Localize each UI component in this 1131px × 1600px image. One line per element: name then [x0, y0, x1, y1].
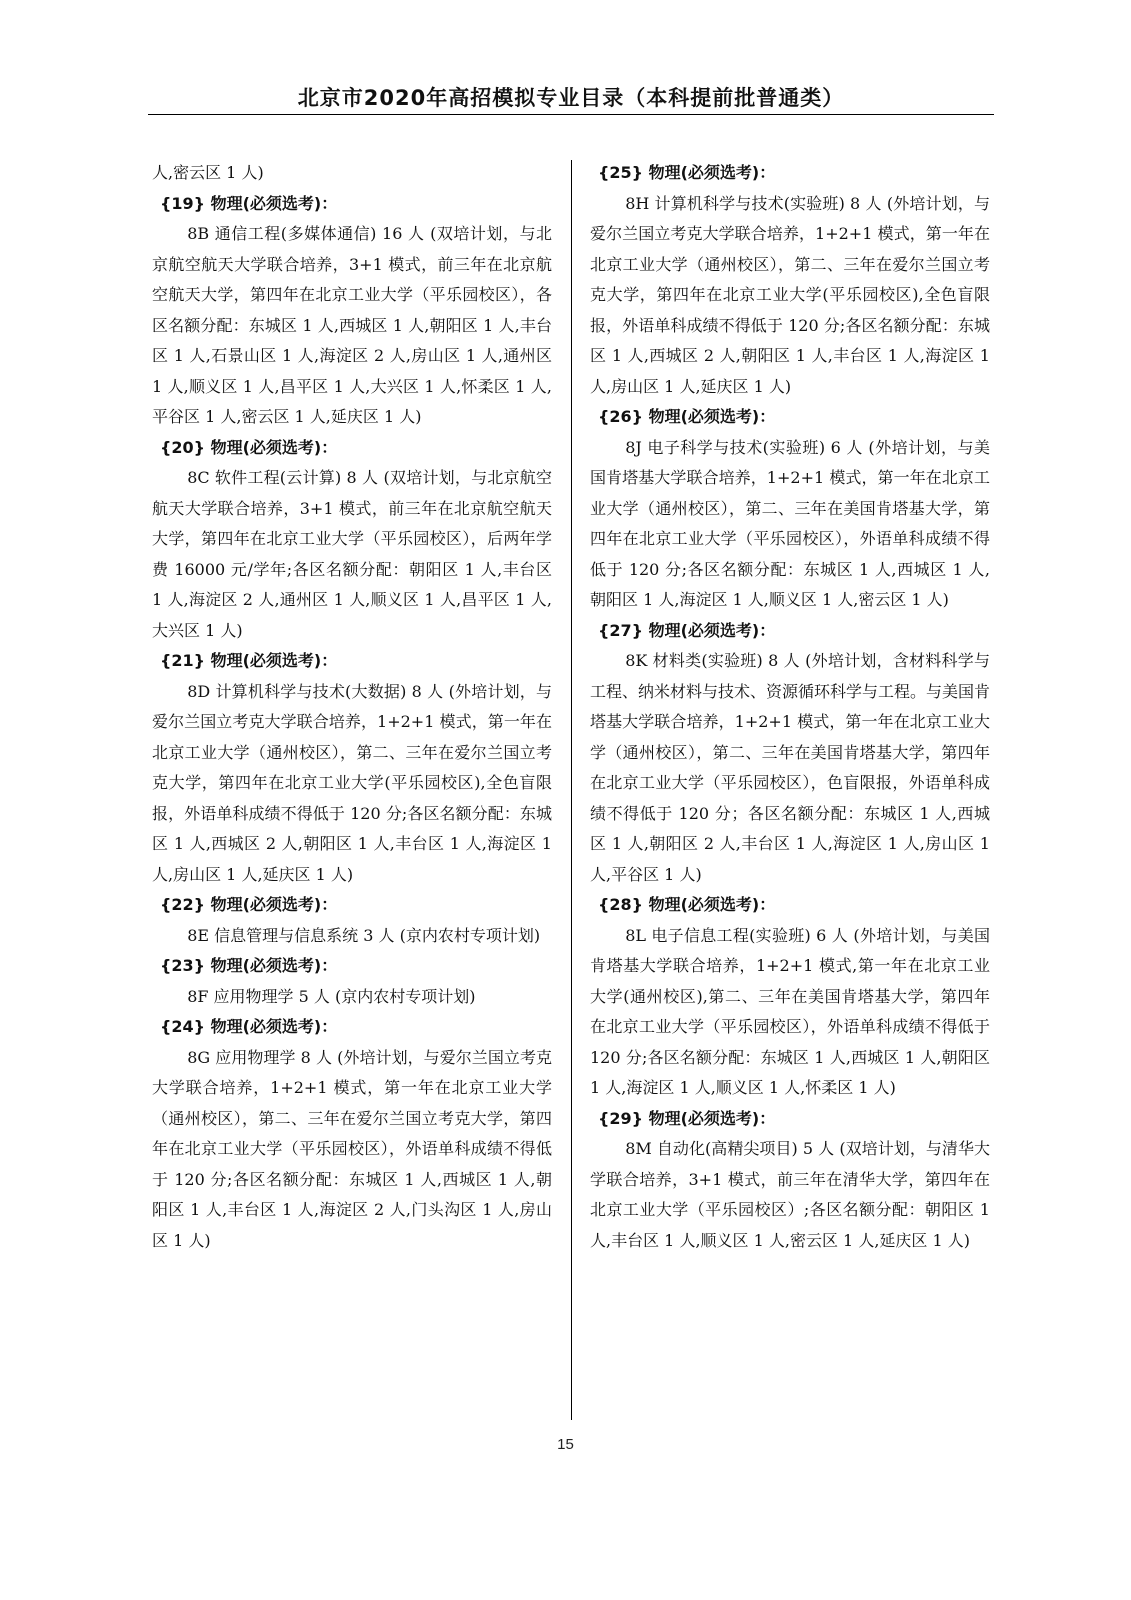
right-column: [590, 158, 990, 1256]
section-heading-19: {19} 物理(必须选考)：: [160, 193, 338, 213]
major-entry-8D: 8D 计算机科学与技术(大数据) 8 人 (外培计划，与爱尔兰国立考克大学联合培养，1+2+1 模式，第一年在北京工业大学（通州校区），第二、三年在爱尔兰国立考克大学，第四年在北京工业大学(平乐园校区),全色盲限报，外语单科成绩不得低于 120 分;各区名额分配：东城区 1 人,西城区 2 人,朝阳区 1 人,丰台区 1 人,海淀区 1 人,房山区 1 人,延庆区 1 人): [152, 681, 552, 884]
page-number: 15: [557, 1436, 574, 1453]
section-heading-28: {28} 物理(必须选考)：: [598, 895, 776, 914]
major-entry-8B: 8B 通信工程(多媒体通信) 16 人 (双培计划，与北京航空航天大学联合培养，3+1 模式，前三年在北京航空航天大学，第四年在北京工业大学（平乐园校区），各区名额分配：东城区 1 人,西城区 1 人,朝阳区 1 人,丰台区 1 人,石景山区 1 人,海淀区 2 人,房山区 1 人,通州区 1 人,顺义区 1 人,昌平区 1 人,大兴区 1 人,怀柔区 1 人,平谷区 1 人,密云区 1 人,延庆区 1 人): [152, 224, 552, 426]
major-entry-8K: 8K 材料类(实验班) 8 人 (外培计划，含材料科学与工程、纳米材料与技术、资源循环科学与工程。与美国肯塔基大学联合培养，1+2+1 模式，第一年在北京工业大学（通州校区），第二、三年在美国肯塔基大学，第四年在北京工业大学（平乐园校区），色盲限报，外语单科成绩不得低于 120 分；各区名额分配：东城区 1 人,西城区 1 人,朝阳区 2 人,丰台区 1 人,海淀区 1 人,房山区 1 人,平谷区 1 人): [590, 651, 991, 884]
major-entry-8E: 8E 信息管理与信息系统 3 人 (京内农村专项计划): [187, 925, 541, 945]
section-heading-25: {25} 物理(必须选考)：: [598, 163, 776, 182]
major-entry-8F: 8F 应用物理学 5 人 (京内农村专项计划): [187, 986, 476, 1006]
major-entry-8C: 8C 软件工程(云计算) 8 人 (双培计划，与北京航空航天大学联合培养，3+1 模式，前三年在北京航空航天大学，第四年在北京工业大学（平乐园校区），后两年学费 16000 元/学年;各区名额分配：朝阳区 1 人,丰台区 1 人,海淀区 2 人,通州区 1 人,顺义区 1 人,昌平区 1 人,大兴区 1 人): [152, 468, 552, 640]
section-heading-23: {23} 物理(必须选考)：: [160, 956, 338, 975]
page-header-title: 北京市2020年高招模拟专业目录（本科提前批普通类）: [297, 86, 845, 110]
major-entry-8L: 8L 电子信息工程(实验班) 6 人 (外培计划，与美国肯塔基大学联合培养，1+2+1 模式,第一年在北京工业大学(通州校区),第二、三年在美国肯塔基大学，第四年在北京工业大学（平乐园校区），外语单科成绩不得低于 120 分;各区名额分配：东城区 1 人,西城区 1 人,朝阳区 1 人,海淀区 1 人,顺义区 1 人,怀柔区 1 人): [590, 925, 990, 1097]
continuation-text: 人,密云区 1 人): [152, 163, 264, 182]
header-rule: [148, 114, 994, 115]
section-heading-27: {27} 物理(必须选考)：: [598, 620, 776, 640]
section-heading-26: {26} 物理(必须选考)：: [598, 407, 776, 426]
major-entry-8G: 8G 应用物理学 8 人 (外培计划，与爱尔兰国立考克大学联合培养，1+2+1 模式，第一年在北京工业大学（通州校区），第二、三年在爱尔兰国立考克大学，第四年在北京工业大学（平乐园校区），外语单科成绩不得低于 120 分;各区名额分配：东城区 1 人,西城区 1 人,朝阳区 1 人,丰台区 1 人,海淀区 2 人,门头沟区 1 人,房山区 1 人): [152, 1047, 552, 1250]
major-entry-8J: 8J 电子科学与技术(实验班) 6 人 (外培计划，与美国肯塔基大学联合培养，1+2+1 模式，第一年在北京工业大学（通州校区），第二、三年在美国肯塔基大学，第四年在北京工业大学（平乐园校区），外语单科成绩不得低于 120 分;各区名额分配：东城区 1 人,西城区 1 人,朝阳区 1 人,海淀区 1 人,顺义区 1 人,密云区 1 人): [590, 437, 990, 609]
section-heading-24: {24} 物理(必须选考)：: [160, 1017, 338, 1036]
major-entry-8H: 8H 计算机科学与技术(实验班) 8 人 (外培计划，与爱尔兰国立考克大学联合培养，1+2+1 模式，第一年在北京工业大学（通州校区），第二、三年在爱尔兰国立考克大学，第四年在北京工业大学(平乐园校区),全色盲限报，外语单科成绩不得低于 120 分;各区名额分配：东城区 1 人,西城区 2 人,朝阳区 1 人,丰台区 1 人,海淀区 1 人,房山区 1 人,延庆区 1 人): [590, 193, 990, 396]
section-heading-22: {22} 物理(必须选考)：: [160, 895, 338, 914]
left-column: [152, 158, 552, 1256]
section-heading-21: {21} 物理(必须选考)：: [160, 651, 338, 670]
column-divider: [571, 160, 572, 1420]
section-heading-20: {20} 物理(必须选考)：: [160, 437, 338, 457]
section-heading-29: {29} 物理(必须选考)：: [598, 1108, 776, 1128]
major-entry-8M: 8M 自动化(高精尖项目) 5 人 (双培计划，与清华大学联合培养，3+1 模式，前三年在清华大学，第四年在北京工业大学（平乐园校区）;各区名额分配：朝阳区 1 人,丰台区 1 人,顺义区 1 人,密云区 1 人,延庆区 1 人): [590, 1139, 990, 1250]
